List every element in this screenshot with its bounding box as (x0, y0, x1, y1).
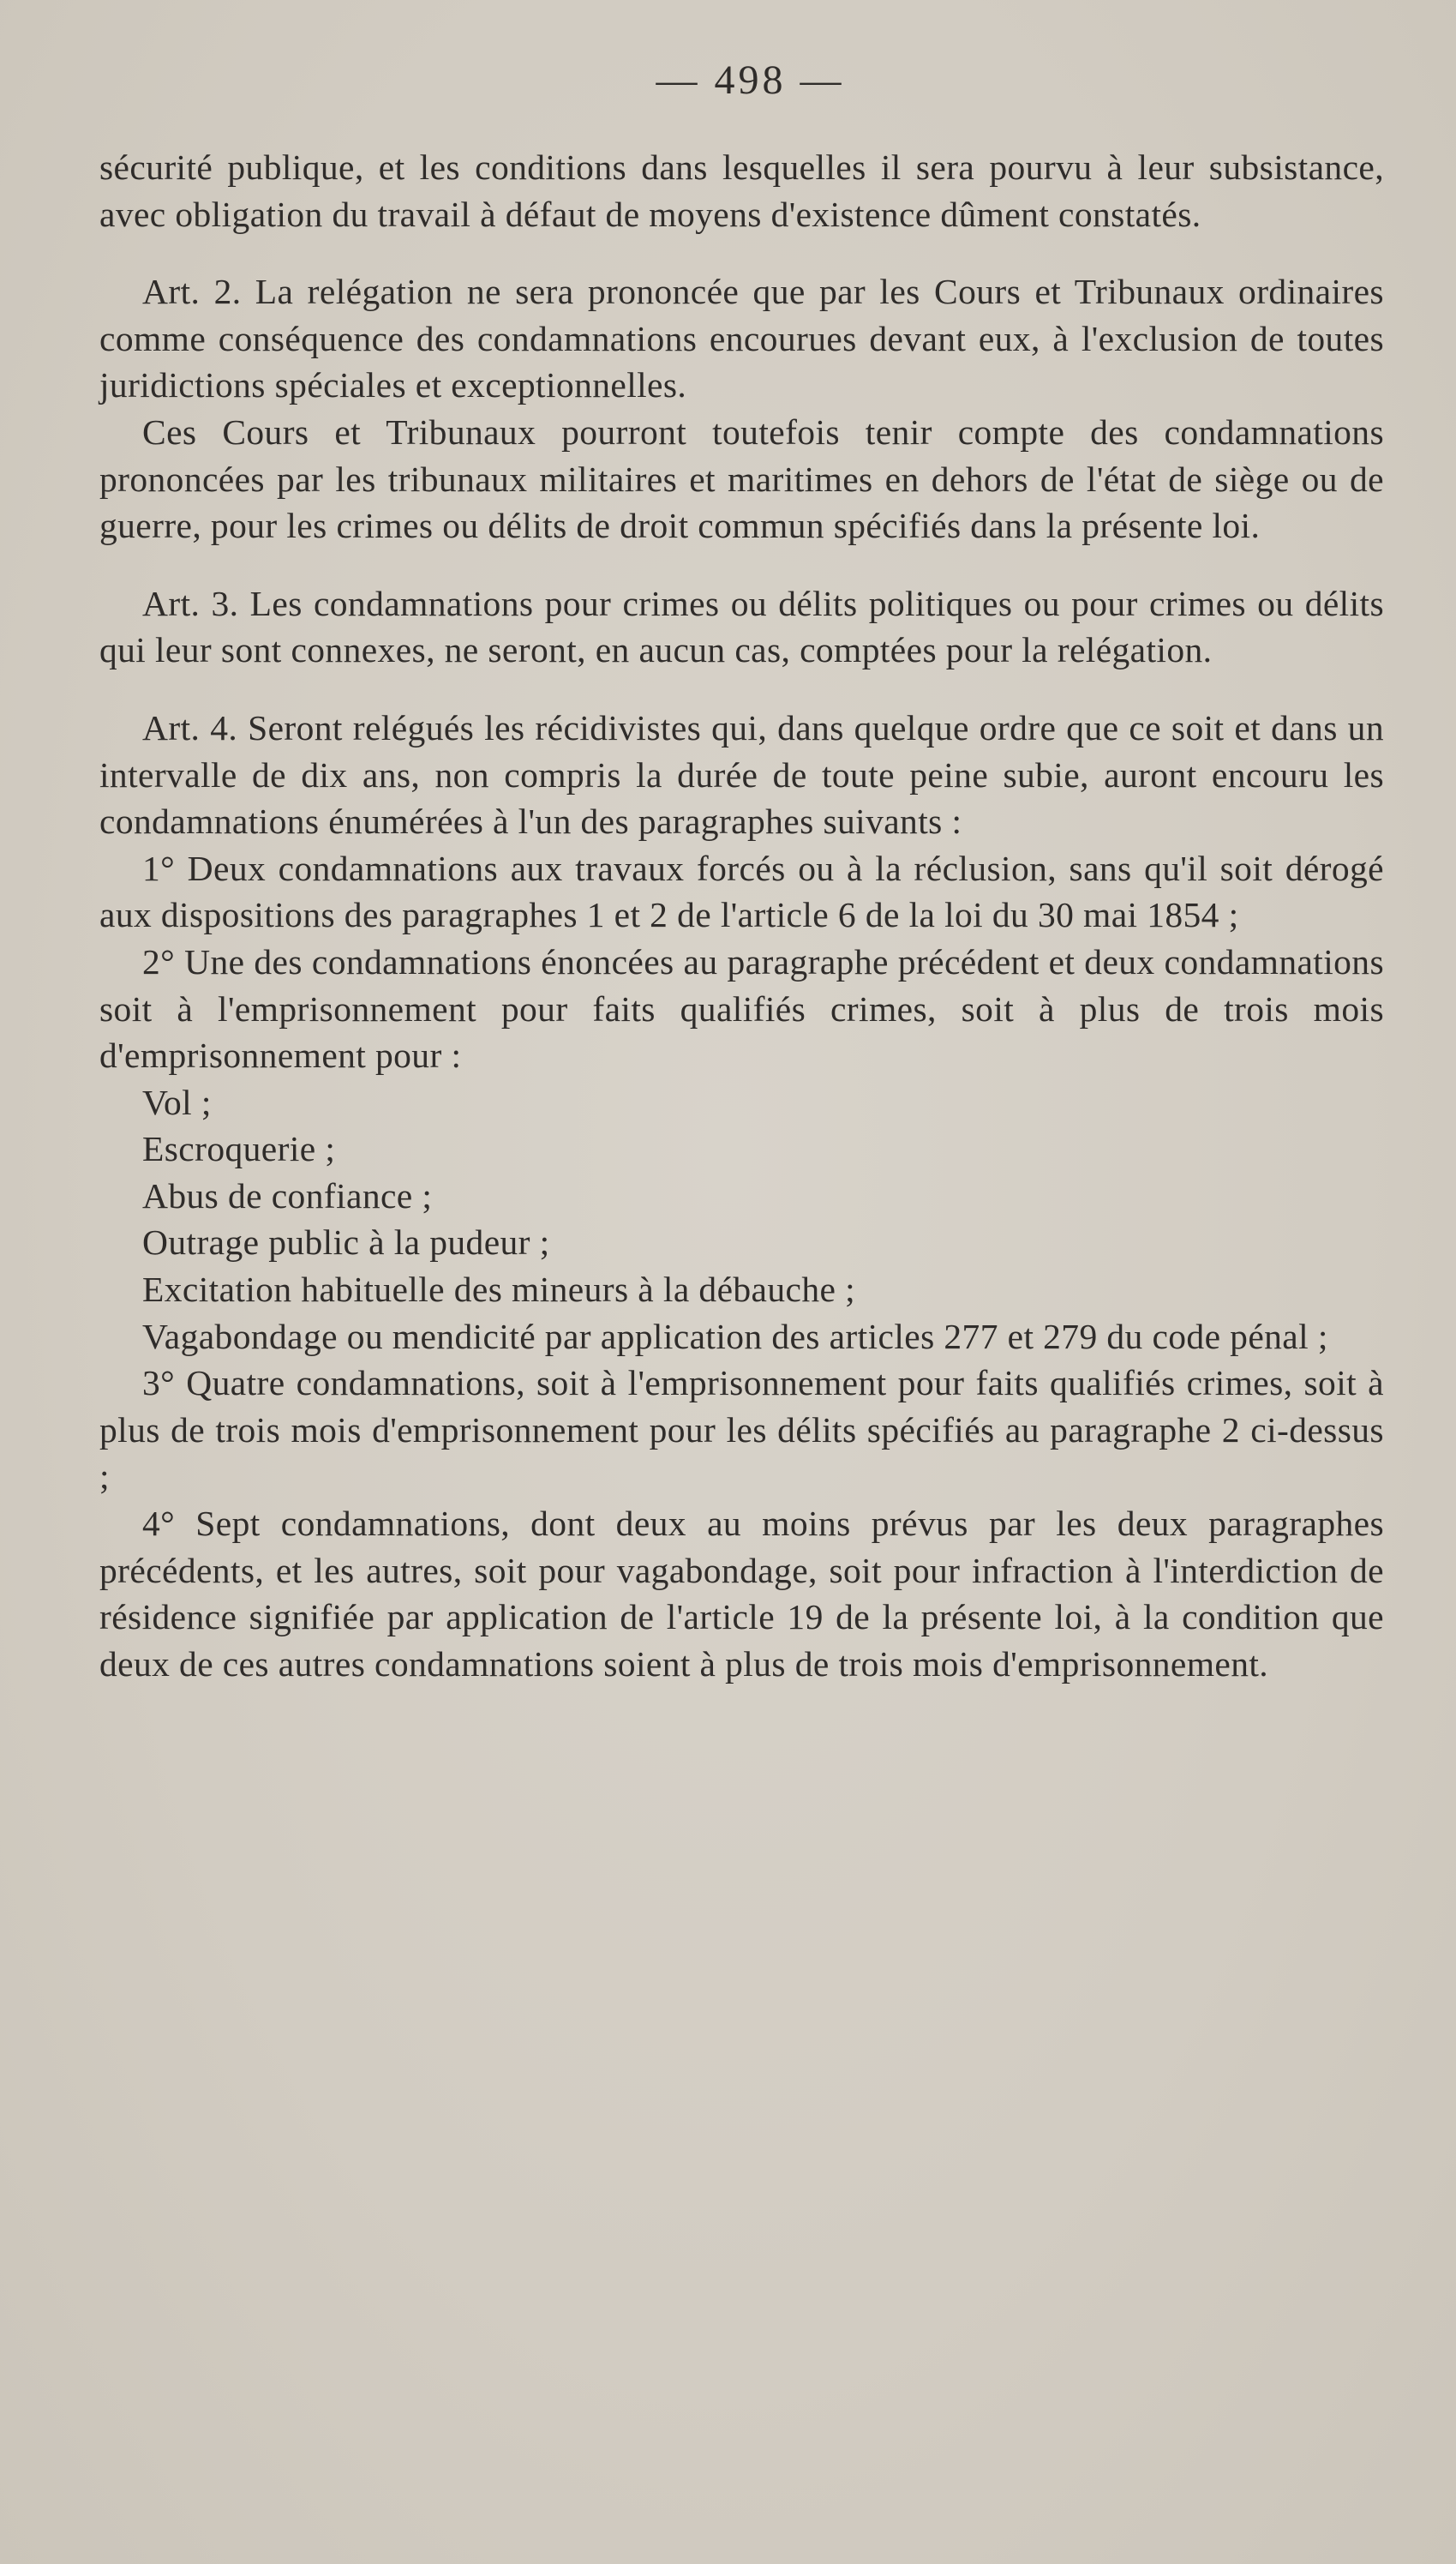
offense-escroquerie: Escroquerie ; (142, 1129, 336, 1169)
article-4-item-4: 4° Sept condamnations, dont deux au moins prévus par les deux paragraphes précédents, et les autres, soit pour vagabondage, soit pour infraction à l'interdiction de résidence signifiée par application de l'article 19 de la présente loi, à la condition que deux de ces autres condamnations soient à plus de trois mois d'emprisonnement. (99, 1504, 1384, 1684)
article-4-item-1: 1° Deux condamnations aux travaux forcés ou à la réclusion, sans qu'il soit dérogé aux dispositions des paragraphes 1 et 2 de l'article 6 de la loi du 30 mai 1854 ; (99, 848, 1384, 935)
offense-vagabondage: Vagabondage ou mendicité par application des articles 277 et 279 du code pénal ; (142, 1316, 1328, 1356)
offense-vol: Vol ; (142, 1082, 212, 1122)
paragraph-continuation: sécurité publique, et les conditions dans lesquelles il sera pourvu à leur subsistance, avec obligation du travail à défaut de moyens d'existence dûment constatés. (99, 147, 1384, 234)
article-4: Art. 4. Seront relégués les récidivistes qui, dans quelque ordre que ce soit et dans un intervalle de dix ans, non compris la durée de toute peine subie, auront encouru les condamnations énumérées à l'un des paragraphes suivants : (99, 707, 1384, 842)
article-3: Art. 3. Les condamnations pour crimes ou délits politiques ou pour crimes ou délits qui leur sont connexes, ne seront, en aucun cas, comptées pour la relégation. (99, 583, 1384, 670)
page-number: — 498 — (656, 57, 845, 103)
article-2: Art. 2. La relégation ne sera prononcée que par les Cours et Tribunaux ordinaires comme conséquence des condamnations encourues devant eux, à l'exclusion de toutes juridictions spéciales et exceptionnelles. (99, 272, 1384, 405)
body-text (99, 144, 1384, 1687)
article-4-item-3: 3° Quatre condamnations, soit à l'emprisonnement pour faits qualifiés crimes, soit à plus de trois mois d'emprisonnement pour les délits spécifiés au paragraphe 2 ci-dessus ; (99, 1363, 1384, 1497)
article-4-item-2: 2° Une des condamnations énoncées au paragraphe précédent et deux condamnations soit à l'emprisonnement pour faits qualifiés crimes, soit à plus de trois mois d'emprisonnement pour : (99, 941, 1384, 1076)
offense-outrage-public: Outrage public à la pudeur ; (142, 1222, 550, 1263)
offense-abus-de-confiance: Abus de confiance ; (142, 1175, 433, 1216)
article-2-paragraph-2: Ces Cours et Tribunaux pourront toutefois tenir compte des condamnations prononcées par les tribunaux militaires et maritimes en dehors de l'état de siège ou de guerre, pour les crimes ou délits de droit commun spécifiés dans la présente loi. (99, 411, 1384, 546)
offense-excitation-mineurs: Excitation habituelle des mineurs à la débauche ; (142, 1270, 856, 1310)
